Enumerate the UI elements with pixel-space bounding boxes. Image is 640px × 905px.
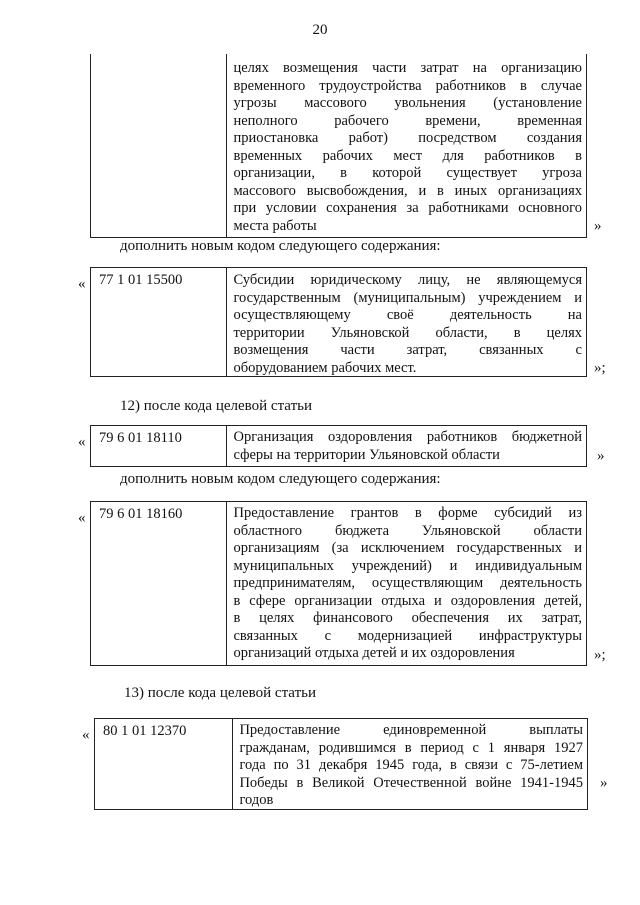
text-line: в целях финансового обеспечения их затрат, <box>233 610 582 626</box>
paragraph: дополнить новым кодом следующего содержания: <box>120 471 441 487</box>
paragraph: дополнить новым кодом следующего содержания: <box>120 238 441 254</box>
text-line: Победы в Великой Отечественной войне 1941-1945 <box>239 774 583 791</box>
text-line: угрозы массового увольнения (установление <box>233 95 582 111</box>
text-line: областного бюджета Ульяновской области <box>233 522 582 539</box>
table-row <box>90 267 587 377</box>
close-quote: » <box>597 448 605 464</box>
paragraph: 12) после кода целевой статьи <box>120 398 313 414</box>
text-line: неполного рабочего времени, временная <box>233 112 582 129</box>
description-cell <box>227 268 586 376</box>
code-cell: 79 6 01 18110 <box>91 426 227 466</box>
code-cell: 80 1 01 12370 <box>95 719 233 809</box>
table-row <box>90 425 587 467</box>
text-line: Субсидии юридическому лицу, не являющемуся <box>233 272 582 288</box>
close-quote: »; <box>594 360 606 376</box>
description-cell <box>227 54 586 237</box>
text-line: территории Ульяновской области, в целях <box>233 324 582 341</box>
text-line: в сфере организации отдыха и оздоровления детей, <box>233 592 582 609</box>
open-quote: « <box>78 510 86 526</box>
open-quote: « <box>78 276 86 292</box>
text-line: временного трудоустройства работников в случае <box>233 77 582 94</box>
description-cell <box>227 426 586 466</box>
text-line: Организация оздоровления работников бюджетной <box>233 429 582 445</box>
close-quote: » <box>600 775 608 791</box>
text-line: гражданам, родившимся в период с 1 января 1927 <box>239 739 583 756</box>
code-cell: 77 1 01 15500 <box>91 268 227 376</box>
text-line: массового высвобождения, и в иных организациях <box>233 182 582 199</box>
table-row <box>94 718 588 810</box>
text-line: Предоставление грантов в форме субсидий из <box>233 505 582 521</box>
text-line: сферы на территории Ульяновской области <box>233 446 500 463</box>
text-line: муниципальных учреждений) и индивидуальным <box>233 557 582 574</box>
text-line: возмещения части затрат, связанных с <box>233 342 582 358</box>
open-quote: « <box>78 434 86 450</box>
text-line: временных рабочих мест для работников в <box>233 147 582 164</box>
text-line: осуществляющему своё деятельность на <box>233 307 582 323</box>
text-line: организациям (за исключением государственных и <box>233 540 582 556</box>
text-line: предпринимателям, осуществляющим деятельность <box>233 575 582 591</box>
text-line: целях возмещения части затрат на организацию <box>233 60 582 76</box>
description-cell <box>233 719 587 809</box>
paragraph: 13) после кода целевой статьи <box>124 685 317 701</box>
text-line: года по 31 декабря 1945 года, в связи с 75-летием <box>239 757 583 773</box>
text-line: организации, в которой существует угроза <box>233 165 582 181</box>
text-line: оборудованием рабочих мест. <box>233 359 417 376</box>
code-cell: 79 6 01 18160 <box>91 502 227 665</box>
description-cell <box>227 502 586 665</box>
text-line: места работы <box>233 217 317 234</box>
text-line: организаций отдыха детей и их оздоровления <box>233 645 515 661</box>
text-line: Предоставление единовременной выплаты <box>239 722 583 738</box>
text-line: государственным (муниципальным) учреждением и <box>233 289 582 306</box>
table-row <box>90 501 587 666</box>
close-quote: » <box>594 218 602 234</box>
table-continuation <box>90 54 587 238</box>
open-quote: « <box>82 727 90 743</box>
text-line: приостановка работ) посредством создания <box>233 130 582 146</box>
close-quote: »; <box>594 647 606 663</box>
text-line: при условии сохранения за работниками основного <box>233 200 582 216</box>
text-line: связанных с модернизацией инфраструктуры <box>233 627 582 644</box>
code-cell-empty <box>91 54 227 237</box>
text-line: годов <box>239 792 274 808</box>
page-number: 20 <box>312 22 328 38</box>
